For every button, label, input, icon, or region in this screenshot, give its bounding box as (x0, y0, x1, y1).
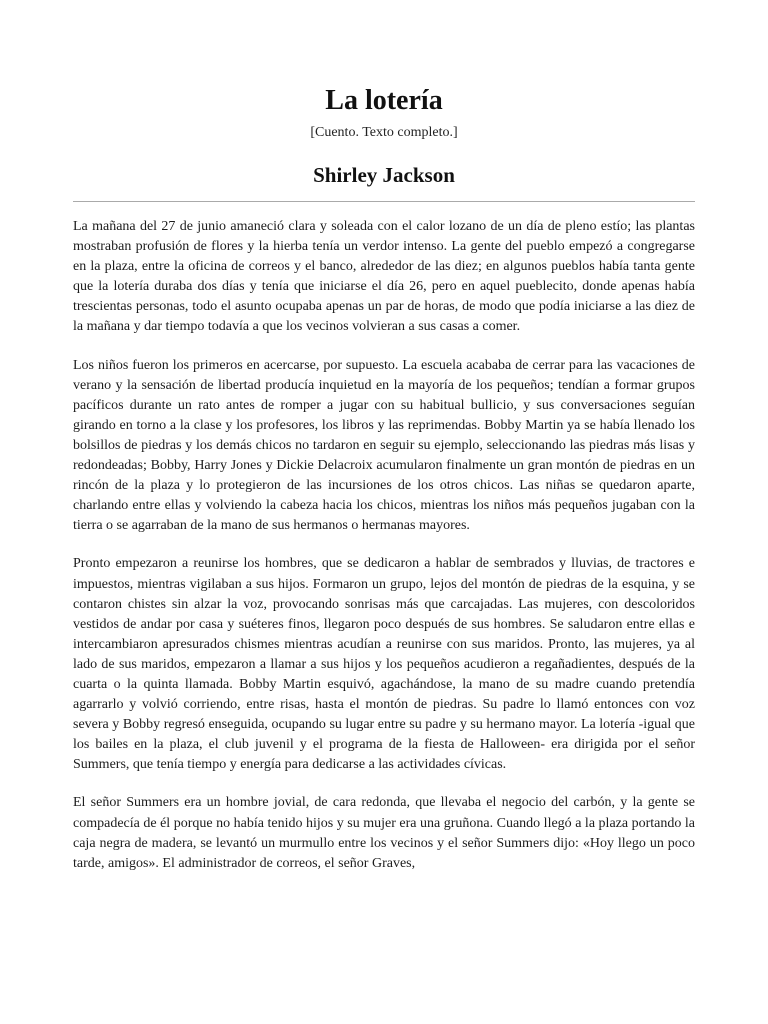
paragraph: Pronto empezaron a reunirse los hombres, que se dedicaron a hablar de sembrados y lluvias, de tractores e impuestos, mientras vigilaban a sus hijos. Formaron un grupo, lejos del montón de piedras de la esquina, y se contaron chistes sin alzar la voz, provocando sonrisas más que carcajadas. Las mujeres, con descoloridos vestidos de andar por casa y suéteres finos, llegaron poco después de sus hombres. Se saludaron entre ellas e intercambiaron apresurados chismes mientras acudían a reunirse con sus maridos. Pronto, las mujeres, ya al lado de sus maridos, empezaron a llamar a sus hijos y los pequeños acudieron a regañadientes, después de la cuarta o la quinta llamada. Bobby Martin esquivó, agachándose, la mano de su madre cuando pretendía agarrarlo y volvió corriendo, entre risas, hasta el montón de piedras. Su padre lo llamó entonces con voz severa y Bobby regresó enseguida, ocupando su lugar entre su padre y su hermano mayor. La lotería -igual que los bailes en la plaza, el club juvenil y el programa de la fiesta de Halloween- era dirigida por el señor Summers, que tenía tiempo y energía para dedicarse a las actividades cívicas. (73, 556, 695, 773)
paragraph: Los niños fueron los primeros en acercarse, por supuesto. La escuela acababa de cerrar para las vacaciones de verano y la sensación de libertad producía inquietud en la mayoría de los pequeños; tendían a formar grupos pacíficos durante un rato antes de romper a jugar con su habitual bullicio, y sus conversaciones seguían girando en torno a la clase y los profesores, los libros y las reprimendas. Bobby Martin ya se había llenado los bolsillos de piedras y los demás chicos no tardaron en seguir su ejemplo, seleccionando las piedras más lisas y redondeadas; Bobby, Harry Jones y Dickie Delacroix acumularon finalmente un gran montón de piedras en un rincón de la plaza y lo protegieron de las incursiones de los otros chicos. Las niñas se quedaron aparte, charlando entre ellas y volviendo la cabeza hacia los chicos, mientras los niños más pequeños jugaban con la tierra o se agarraban de la mano de sus hermanos o hermanas mayores. (73, 357, 695, 534)
story-body (73, 217, 695, 874)
header-divider (73, 201, 695, 202)
document-title: La lotería (325, 85, 443, 116)
author-name: Shirley Jackson (313, 163, 455, 187)
paragraph: El señor Summers era un hombre jovial, de cara redonda, que llevaba el negocio del carbón, y la gente se compadecía de él porque no había tenido hijos y su mujer era una gruñona. Cuando llegó a la plaza portando la caja negra de madera, se levantó un murmullo entre los vecinos y el señor Summers dijo: «Hoy llego un poco tarde, amigos». El administrador de correos, el señor Graves, (73, 795, 695, 871)
paragraph: La mañana del 27 de junio amaneció clara y soleada con el calor lozano de un día de pleno estío; las plantas mostraban profusión de flores y la hierba tenía un verdor intenso. La gente del pueblo empezó a congregarse en la plaza, entre la oficina de correos y el banco, alrededor de las diez; en algunos pueblos había tanta gente que la lotería duraba dos días y tenía que iniciarse el día 26, pero en aquel pueblecito, donde apenas había trescientas personas, todo el asunto ocupaba apenas un par de horas, de modo que podía iniciarse a las diez de la mañana y dar tiempo todavía a que los vecinos volvieran a sus casas a comer. (73, 219, 695, 335)
document-subtitle: [Cuento. Texto completo.] (310, 125, 458, 140)
